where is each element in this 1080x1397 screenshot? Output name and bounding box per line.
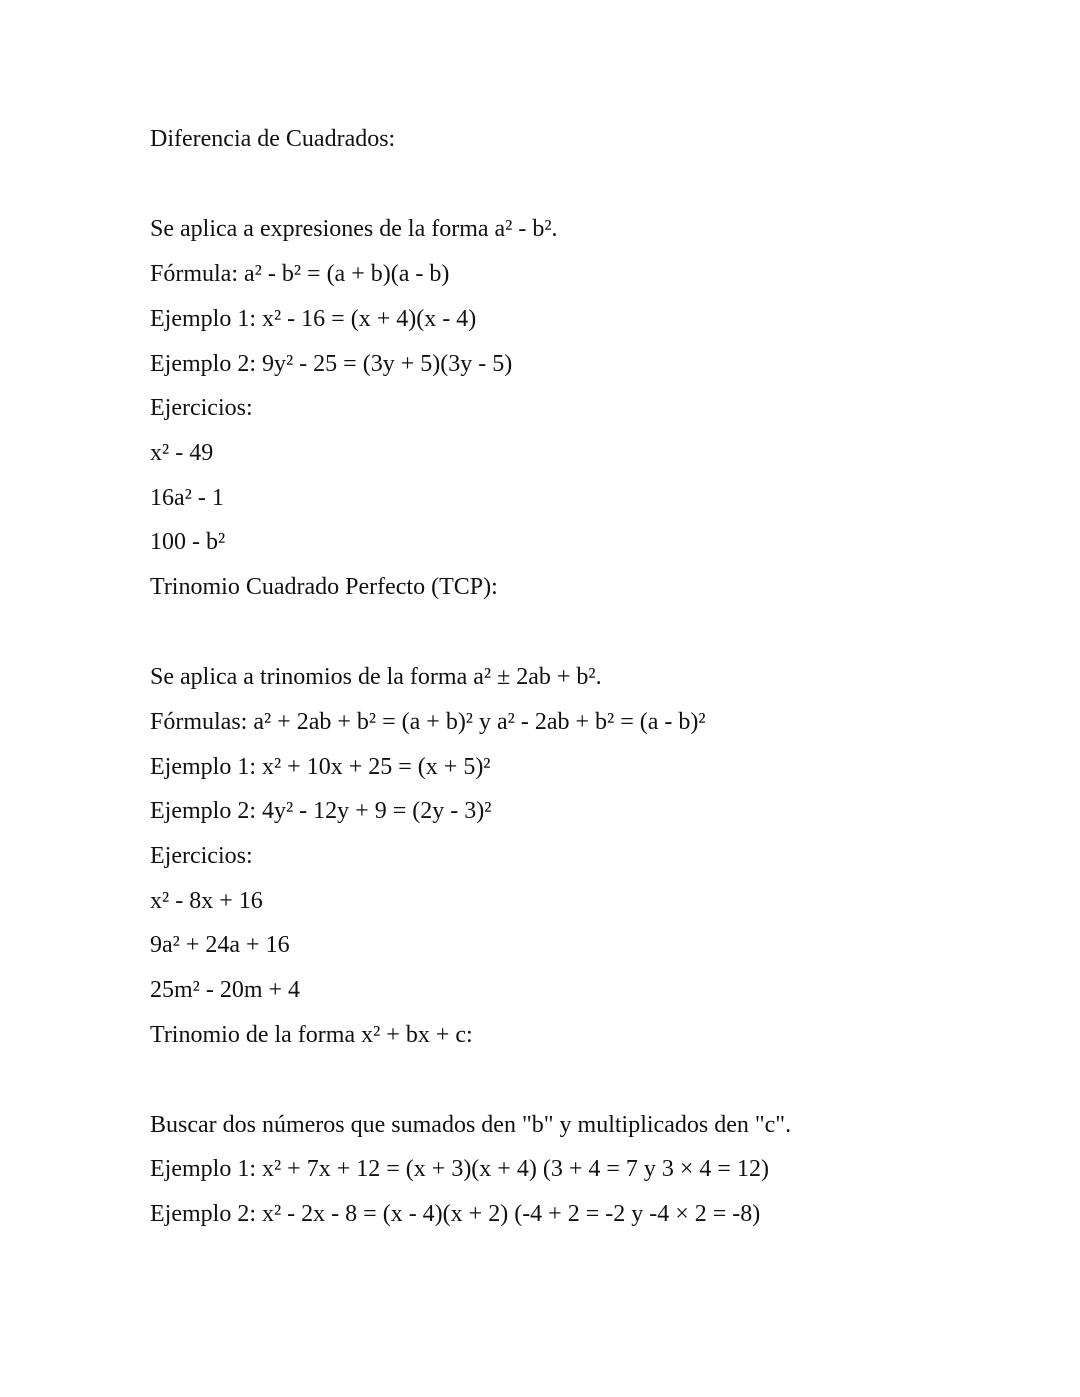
section-heading-trinomio-forma-x2-bx-c: Trinomio de la forma x² + bx + c:: [150, 1022, 473, 1048]
exercise-item: 16a² - 1: [150, 485, 224, 511]
section-heading-diferencia-de-cuadrados: Diferencia de Cuadrados:: [150, 126, 396, 152]
exercises-label: Ejercicios:: [150, 395, 253, 421]
section-heading-trinomio-cuadrado-perfecto: Trinomio Cuadrado Perfecto (TCP):: [150, 574, 498, 600]
exercise-item: 9a² + 24a + 16: [150, 932, 290, 958]
exercise-item: x² - 8x + 16: [150, 888, 263, 914]
example-1-text: Ejemplo 1: x² - 16 = (x + 4)(x - 4): [150, 306, 477, 332]
example-1-text: Ejemplo 1: x² + 7x + 12 = (x + 3)(x + 4) (3 + 4 = 7 y 3 × 4 = 12): [150, 1156, 769, 1182]
example-1-text: Ejemplo 1: x² + 10x + 25 = (x + 5)²: [150, 754, 491, 780]
exercise-item: 100 - b²: [150, 529, 226, 555]
example-2-text: Ejemplo 2: x² - 2x - 8 = (x - 4)(x + 2) (-4 + 2 = -2 y -4 × 2 = -8): [150, 1201, 761, 1227]
example-2-text: Ejemplo 2: 9y² - 25 = (3y + 5)(3y - 5): [150, 351, 513, 377]
formula-text: Fórmulas: a² + 2ab + b² = (a + b)² y a² - 2ab + b² = (a - b)²: [150, 709, 706, 735]
formula-text: Fórmula: a² - b² = (a + b)(a - b): [150, 261, 450, 287]
exercise-item: x² - 49: [150, 440, 214, 466]
section-description: Buscar dos números que sumados den "b" y multiplicados den "c".: [150, 1112, 792, 1138]
section-description: Se aplica a expresiones de la forma a² - b².: [150, 216, 558, 242]
exercises-label: Ejercicios:: [150, 843, 253, 869]
exercise-item: 25m² - 20m + 4: [150, 977, 301, 1003]
section-description: Se aplica a trinomios de la forma a² ± 2ab + b².: [150, 664, 602, 690]
example-2-text: Ejemplo 2: 4y² - 12y + 9 = (2y - 3)²: [150, 798, 492, 824]
